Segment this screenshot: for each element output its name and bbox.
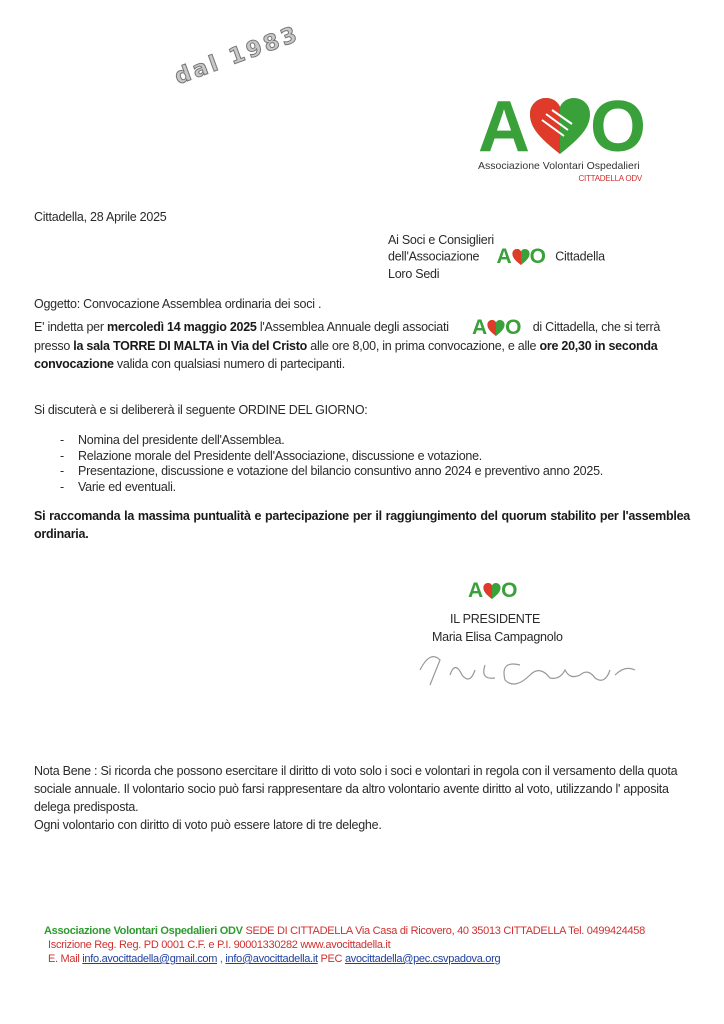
avo-mini-logo: A O bbox=[471, 315, 522, 339]
list-item: - Relazione morale del Presidente dell'Associazione, discussione e votazione. bbox=[34, 449, 690, 465]
email-link[interactable]: info@avocittadella.it bbox=[225, 953, 318, 965]
agenda-intro: Si discuterà e si delibererà il seguente ORDINE DEL GIORNO: bbox=[34, 403, 368, 417]
footer: Associazione Volontari Ospedalieri ODV SEDE DI CITTADELLA Via Casa di Ricovero, 40 35013 CITTADELLA Tel. 0499424458 Iscrizione Reg. Reg. PD 0001 C.F. e P.I. 90001330282 www.avocittadella.it E. Mail info.avocittadella@gmail.com , info@avocittadella.it PEC avocittadella@pec.csvpadova.org bbox=[44, 925, 645, 965]
recipients: Ai Soci e Consiglieri dell'Associazione A O Cittadella Loro Sedi bbox=[388, 233, 605, 281]
convocation-paragraph: E' indetta per mercoledì 14 maggio 2025 l'Assemblea Annuale degli associati A O di Cittadella, che si terrà presso la sala TORRE DI MALTA in Via del Cristo alle ore 8,00, in prima convocazione, e alle ore 20,30 in seconda convocazione valida con qualsiasi numero di partecipanti. bbox=[34, 315, 661, 371]
handwritten-signature bbox=[400, 640, 650, 700]
nota-bene: Nota Bene : Si ricorda che possono esercitare il diritto di voto solo i soci e volontari in regola con il versamento della quota sociale annuale. Il volontario socio può farsi rappresentare da altro volontario avente diritto al voto, utilizzando l' apposita delega predisposta. Ogni volontario con diritto di voto può essere latore di tre deleghe. bbox=[34, 764, 678, 832]
subject: Oggetto: Convocazione Assemblea ordinaria dei soci . bbox=[34, 297, 322, 311]
email-link[interactable]: info.avocittadella@gmail.com bbox=[82, 953, 218, 965]
since-1983-stamp: dal 1983 bbox=[171, 21, 304, 90]
pec-link[interactable]: avocittadella@pec.csvpadova.org bbox=[344, 953, 501, 965]
avo-mini-logo: A O bbox=[496, 245, 546, 268]
date-line: Cittadella, 28 Aprile 2025 bbox=[34, 210, 167, 224]
president-name: Maria Elisa Campagnolo bbox=[432, 630, 563, 644]
agenda-list bbox=[34, 433, 690, 495]
recommendation: Si raccomanda la massima puntualità e partecipazione per il raggiungimento del quorum stabilito per l'assemblea ordinaria. bbox=[34, 509, 690, 541]
president-title: IL PRESIDENTE bbox=[450, 612, 541, 626]
list-item: - Presentazione, discussione e votazione del bilancio consuntivo anno 2024 e preventivo anno 2025. bbox=[34, 464, 690, 480]
avo-logo: A O Associazione Volontari Ospedalieri CITTADELLA ODV bbox=[478, 87, 647, 183]
list-item: - Nomina del presidente dell'Assemblea. bbox=[34, 433, 690, 449]
list-item: - Varie ed eventuali. bbox=[34, 480, 690, 496]
heart-hands-icon bbox=[530, 98, 590, 156]
avo-mini-logo: A O bbox=[468, 579, 518, 602]
